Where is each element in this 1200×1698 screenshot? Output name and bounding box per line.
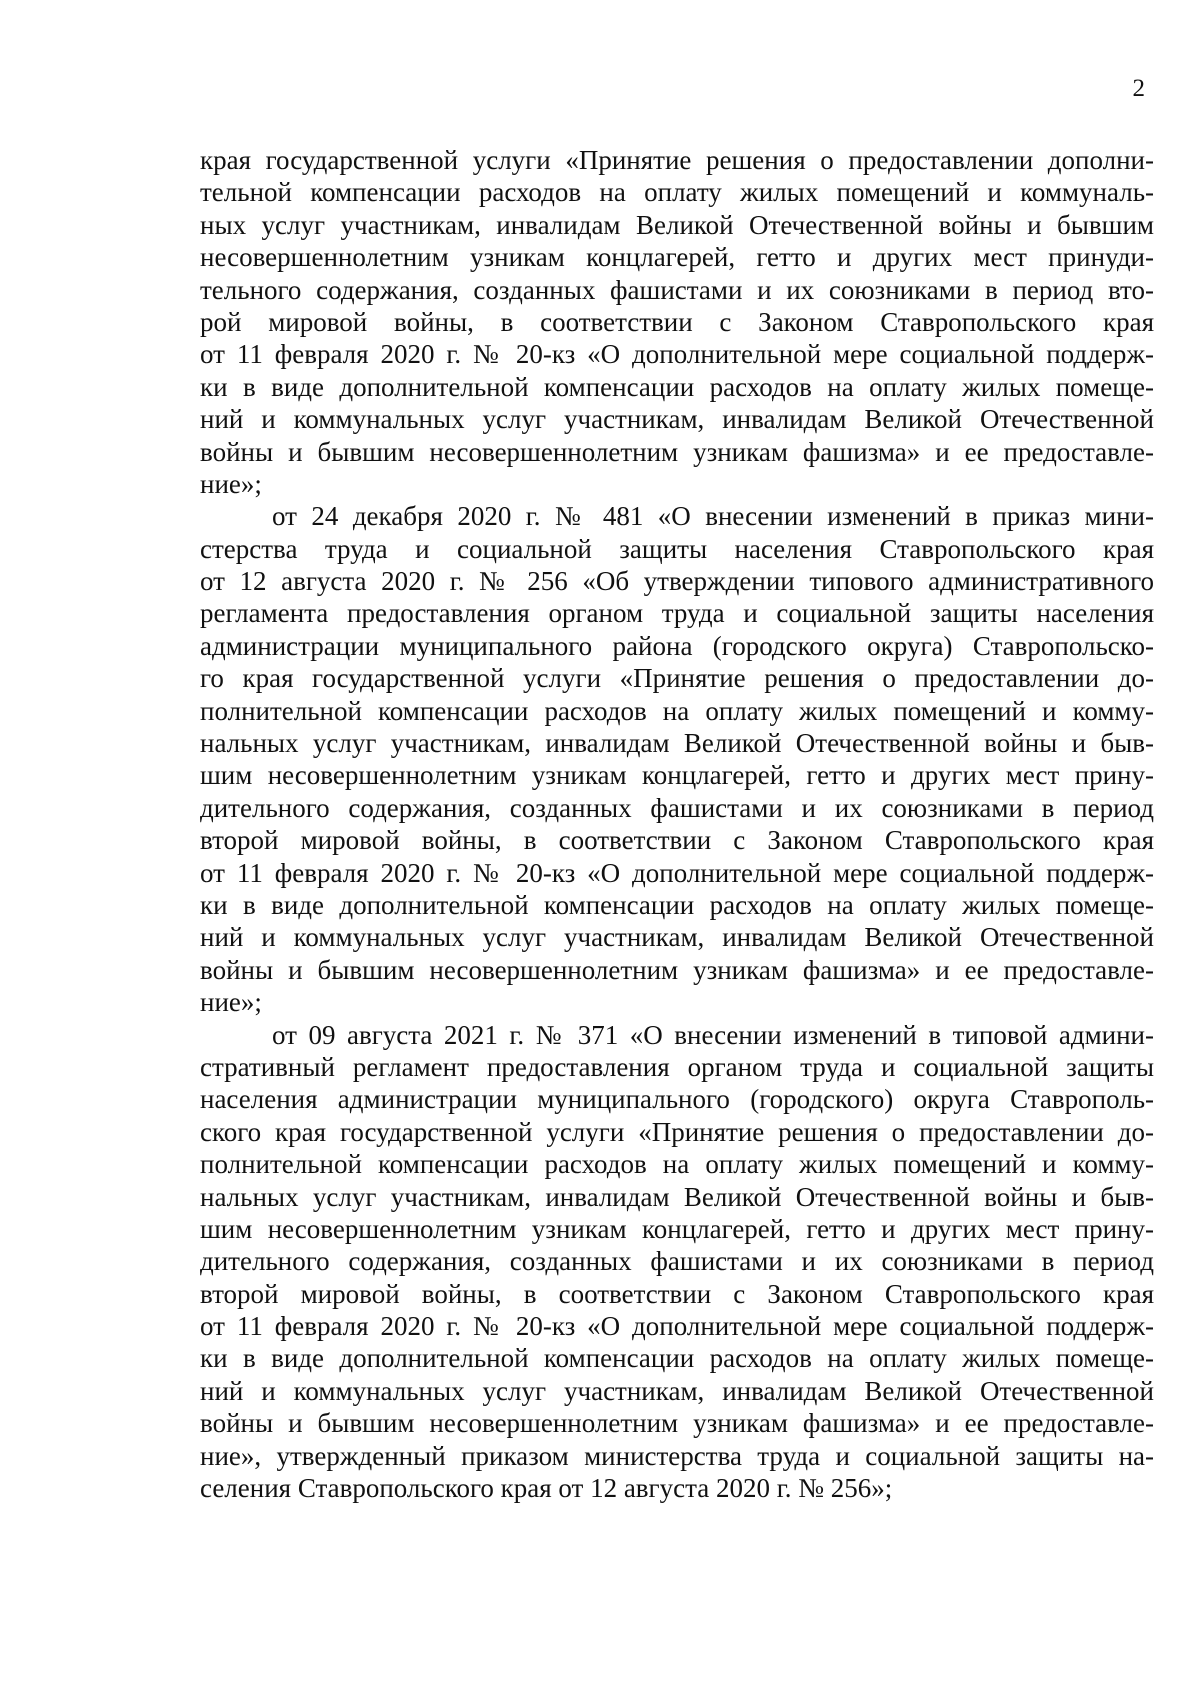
text-line: регламента предоставления органом труда и социальной защиты населения: [200, 598, 1154, 629]
text-line: ние», утвержденный приказом министерства труда и социальной защиты на-: [200, 1440, 1154, 1471]
text-line: шим несовершеннолетним узникам концлагерей, гетто и других мест прину-: [200, 760, 1154, 791]
text-line: ний и коммунальных услуг участникам, инвалидам Великой Отечественной: [200, 1375, 1154, 1406]
text-line: ки в виде дополнительной компенсации расходов на оплату жилых помеще-: [200, 371, 1154, 402]
text-line: полнительной компенсации расходов на оплату жилых помещений и комму-: [200, 1149, 1154, 1180]
text-line: шим несовершеннолетним узникам концлагерей, гетто и других мест прину-: [200, 1213, 1154, 1244]
text-line: от 11 февраля 2020 г. № 20-кз «О дополнительной мере социальной поддерж-: [200, 857, 1154, 888]
text-line: стерства труда и социальной защиты населения Ставропольского края: [200, 533, 1154, 564]
text-line: от 24 декабря 2020 г. № 481 «О внесении изменений в приказ мини-: [272, 501, 1154, 532]
text-line: края государственной услуги «Принятие решения о предоставлении дополни-: [200, 145, 1154, 175]
text-line: тельного содержания, созданных фашистами и их союзниками в период вто-: [200, 274, 1154, 305]
text-line: от 11 февраля 2020 г. № 20-кз «О дополнительной мере социальной поддерж-: [200, 339, 1154, 370]
page-number: 2: [1132, 75, 1145, 102]
text-line: от 12 августа 2020 г. № 256 «Об утверждении типового административного: [200, 566, 1154, 597]
text-line: дительного содержания, созданных фашистами и их союзниками в период: [200, 792, 1154, 823]
text-line: ки в виде дополнительной компенсации расходов на оплату жилых помеще-: [200, 889, 1154, 920]
text-line: тельной компенсации расходов на оплату жилых помещений и коммуналь-: [200, 177, 1154, 208]
text-line: полнительной компенсации расходов на оплату жилых помещений и комму-: [200, 695, 1154, 726]
text-line: нальных услуг участникам, инвалидам Великой Отечественной войны и быв-: [200, 1181, 1154, 1212]
text-line: от 09 августа 2021 г. № 371 «О внесении изменений в типовой админи-: [272, 1019, 1154, 1050]
text-line: ние»;: [200, 468, 262, 499]
text-line: ки в виде дополнительной компенсации расходов на оплату жилых помеще-: [200, 1343, 1154, 1374]
text-line: несовершеннолетним узникам концлагерей, гетто и других мест принуди-: [200, 242, 1154, 273]
text-line: рой мировой войны, в соответствии с Законом Ставропольского края: [200, 306, 1154, 337]
text-line: ний и коммунальных услуг участникам, инвалидам Великой Отечественной: [200, 404, 1154, 435]
text-line: нальных услуг участникам, инвалидам Великой Отечественной войны и быв-: [200, 728, 1154, 759]
document-body: [200, 144, 1154, 1504]
text-line: войны и бывшим несовершеннолетним узникам фашизма» и ее предоставле-: [200, 954, 1154, 985]
text-line: го края государственной услуги «Принятие решения о предоставлении до-: [200, 663, 1154, 694]
text-line: второй мировой войны, в соответствии с Законом Ставропольского края: [200, 1278, 1154, 1309]
text-line: от 11 февраля 2020 г. № 20-кз «О дополнительной мере социальной поддерж-: [200, 1311, 1154, 1342]
text-line: населения администрации муниципального (городского) округа Ставрополь-: [200, 1084, 1154, 1115]
text-line: войны и бывшим несовершеннолетним узникам фашизма» и ее предоставле-: [200, 1408, 1154, 1439]
text-line: войны и бывшим несовершеннолетним узникам фашизма» и ее предоставле-: [200, 436, 1154, 467]
text-line: селения Ставропольского края от 12 августа 2020 г. № 256»;: [200, 1473, 893, 1504]
text-line: ние»;: [200, 987, 262, 1018]
text-line: стративный регламент предоставления органом труда и социальной защиты: [200, 1051, 1154, 1082]
text-line: дительного содержания, созданных фашистами и их союзниками в период: [200, 1246, 1154, 1277]
text-line: второй мировой войны, в соответствии с Законом Ставропольского края: [200, 825, 1154, 856]
text-line: ний и коммунальных услуг участникам, инвалидам Великой Отечественной: [200, 922, 1154, 953]
text-line: ных услуг участникам, инвалидам Великой Отечественной войны и бывшим: [200, 209, 1154, 240]
text-line: ского края государственной услуги «Принятие решения о предоставлении до-: [200, 1116, 1154, 1147]
text-line: администрации муниципального района (городского округа) Ставропольско-: [200, 630, 1154, 661]
